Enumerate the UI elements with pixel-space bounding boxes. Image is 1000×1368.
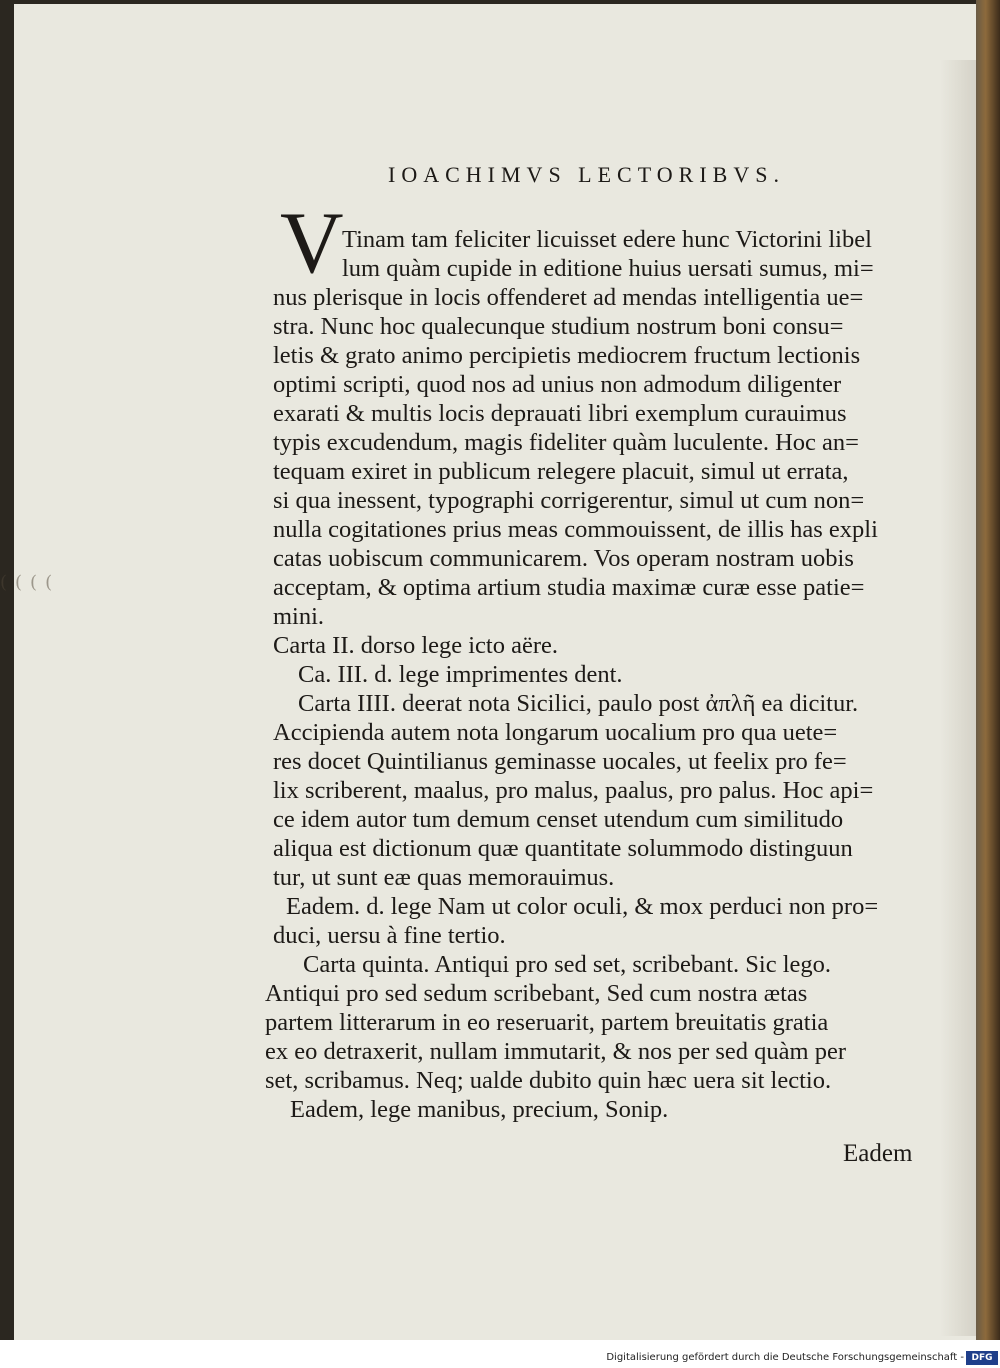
- text-line: Accipienda autem nota longarum uocalium pro qua uete=: [273, 719, 838, 746]
- page-edge-shadow: [940, 60, 976, 1336]
- text-line: Carta quinta. Antiqui pro sed set, scribebant. Sic lego.: [303, 951, 832, 978]
- text-line: Ca. III. d. lege imprimentes dent.: [298, 661, 623, 688]
- text-line: lum quàm cupide in editione huius uersati sumus, mi=: [342, 255, 874, 282]
- text-line: catas uobiscum communicarem. Vos operam nostram uobis: [273, 545, 854, 572]
- text-line: Eadem. d. lege Nam ut color oculi, & mox perduci non pro=: [286, 893, 879, 920]
- left-margin-marks: ((((: [0, 572, 61, 593]
- text-line: nulla cogitationes prius meas commouissent, de illis has expli: [273, 516, 878, 543]
- text-line: ce idem autor tum demum censet utendum cum similitudo: [273, 806, 844, 833]
- text-line: res docet Quintilianus geminasse uocales, ut feelix pro fe=: [273, 748, 847, 775]
- text-line: Tinam tam feliciter licuisset edere hunc Victorini libel: [342, 226, 872, 253]
- catchword: Eadem: [843, 1140, 913, 1167]
- text-line: Carta II. dorso lege icto aëre.: [273, 632, 559, 659]
- text-line: Carta IIII. deerat nota Sicilici, paulo post ἀπλῆ ea dicitur.: [298, 690, 859, 717]
- footer-bar: [600, 1350, 1000, 1368]
- text-line: Eadem, lege manibus, precium, Sonip.: [290, 1096, 669, 1123]
- dfg-logo[interactable]: DFG: [966, 1351, 998, 1365]
- text-line: set, scribamus. Neq; ualde dubito quin hæc uera sit lectio.: [265, 1067, 832, 1094]
- text-line: exarati & multis locis deprauati libri exemplum curauimus: [273, 400, 847, 427]
- text-line: optimi scripti, quod nos ad unius non admodum diligenter: [273, 371, 842, 398]
- text-line: tur, ut sunt eæ quas memorauimus.: [273, 864, 615, 891]
- text-line: partem litterarum in eo reseruarit, partem breuitatis gratia: [265, 1009, 829, 1036]
- text-line: tequam exiret in publicum relegere placuit, simul ut errata,: [273, 458, 849, 485]
- text-line: acceptam, & optima artium studia maximæ curæ esse patie=: [273, 574, 865, 601]
- drop-capital: V: [280, 195, 344, 292]
- footer-credit: Digitalisierung gefördert durch die Deutsche Forschungsgemeinschaft -: [606, 1352, 964, 1363]
- text-line: nus plerisque in locis offenderet ad mendas intelligentia ue=: [273, 284, 864, 311]
- text-line: si qua inessent, typographi corrigerentur, simul ut cum non=: [273, 487, 865, 514]
- text-line: lix scriberent, maalus, pro malus, paalus, pro palus. Hoc api=: [273, 777, 874, 804]
- text-line: mini.: [273, 603, 325, 630]
- binding-edge: [976, 0, 1000, 1340]
- text-line: stra. Nunc hoc qualecunque studium nostrum boni consu=: [273, 313, 844, 340]
- text-line: ex eo detraxerit, nullam immutarit, & nos per sed quàm per: [265, 1038, 847, 1065]
- text-line: aliqua est dictionum quæ quantitate solummodo distinguun: [273, 835, 853, 862]
- running-header: IOACHIMVS LECTORIBVS.: [388, 162, 785, 187]
- text-line: letis & grato animo percipietis mediocrem fructum lectionis: [273, 342, 861, 369]
- text-line: typis excudendum, magis fideliter quàm luculente. Hoc an=: [273, 429, 860, 456]
- text-line: Antiqui pro sed sedum scribebant, Sed cum nostra ætas: [265, 980, 808, 1007]
- text-line: duci, uersu à fine tertio.: [273, 922, 506, 949]
